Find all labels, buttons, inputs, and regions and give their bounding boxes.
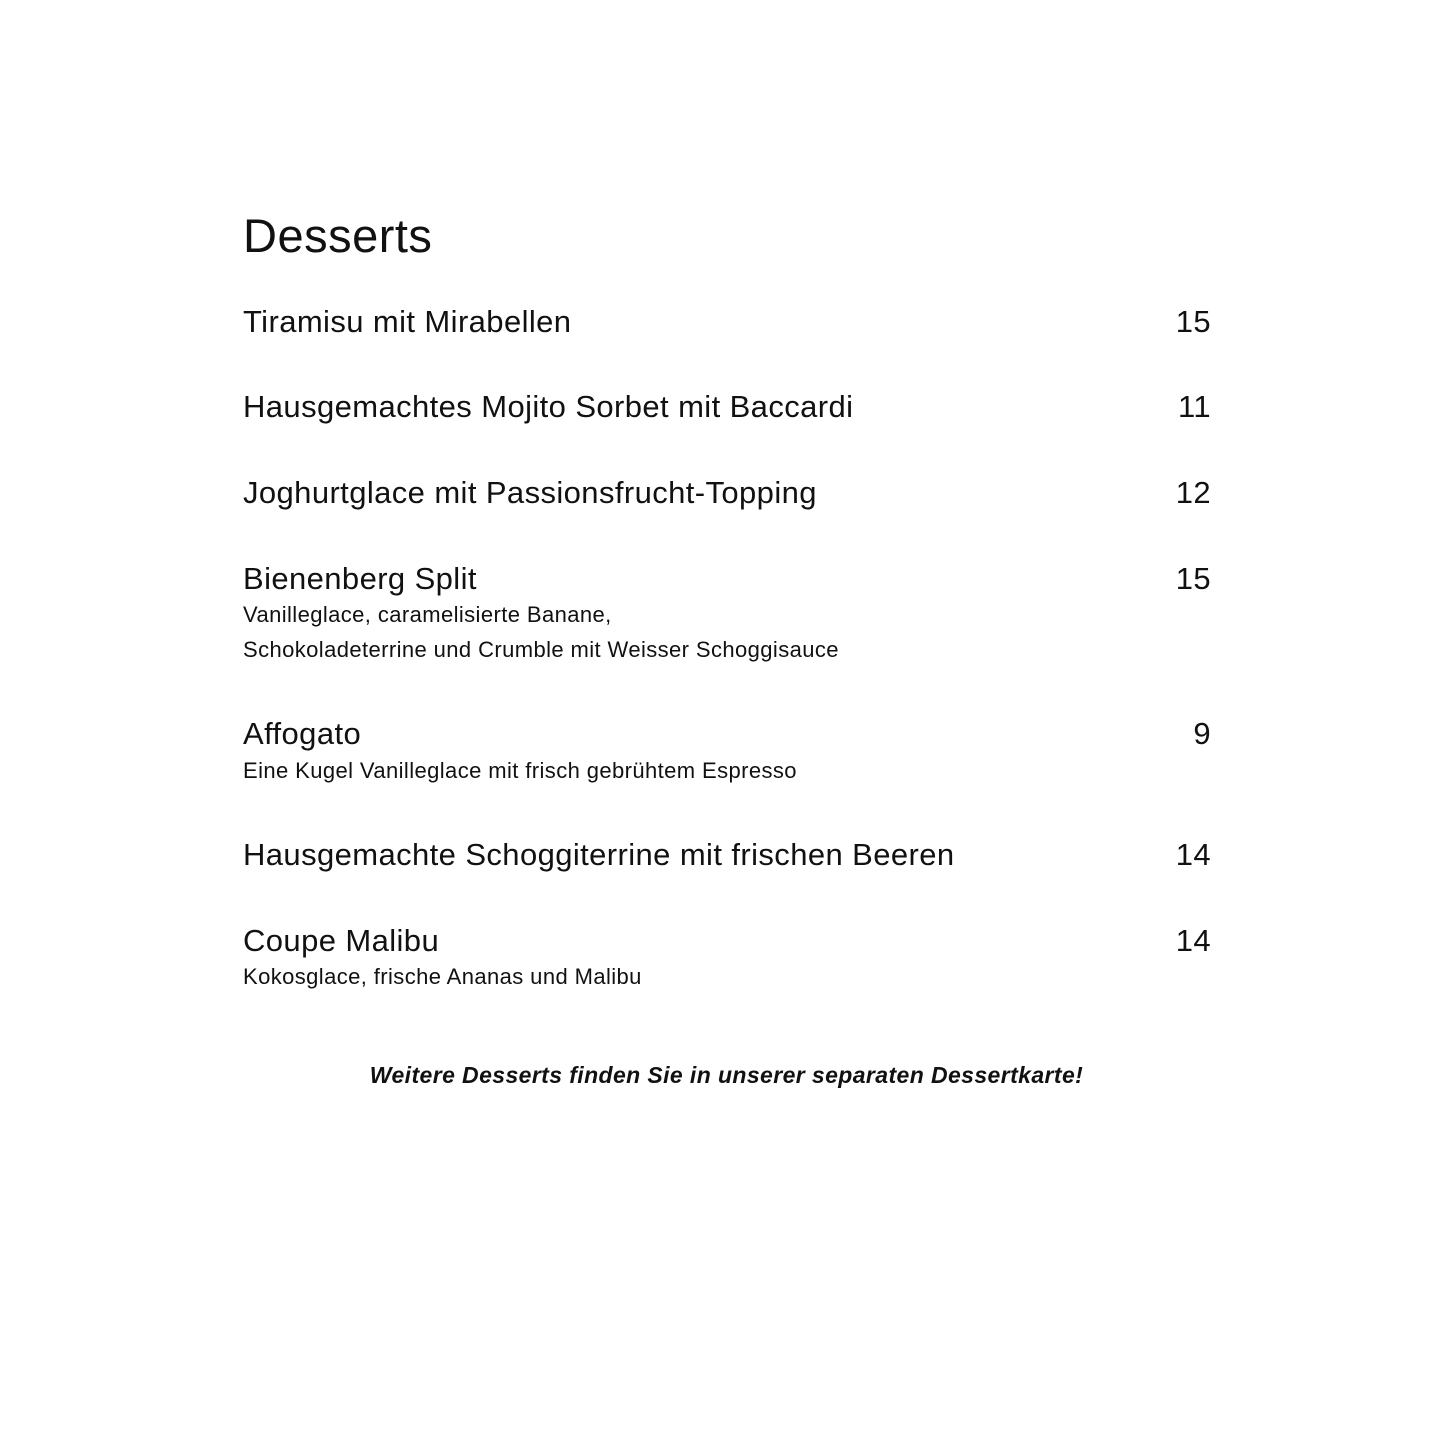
footer-note: Weitere Desserts finden Sie in unserer separaten Dessertkarte! — [369, 1062, 1084, 1088]
menu-item-name: Tiramisu mit Mirabellen — [243, 303, 572, 339]
menu-item-row — [243, 304, 1211, 340]
menu-item — [243, 716, 1211, 787]
menu-title: Desserts — [243, 209, 433, 262]
menu-item-name: Affogato — [243, 716, 362, 752]
menu-item — [243, 475, 1211, 511]
menu-item-description-line: Eine Kugel Vanilleglace mit frisch gebrühtem Espresso — [243, 757, 797, 783]
menu-item-name: Coupe Malibu — [243, 922, 440, 958]
menu-item — [243, 837, 1211, 873]
menu-item-name: Hausgemachtes Mojito Sorbet mit Baccardi — [243, 389, 854, 425]
menu-item-price: 14 — [1175, 836, 1211, 872]
menu-item — [243, 561, 1211, 667]
menu-item-price: 9 — [1193, 716, 1211, 752]
menu-item-description-line: Kokosglace, frische Ananas und Malibu — [243, 964, 642, 990]
menu-item — [243, 923, 1211, 994]
menu-item-row — [243, 561, 1211, 597]
menu-item-name: Bienenberg Split — [243, 560, 477, 596]
menu-item-price: 12 — [1175, 474, 1211, 510]
menu-item-row — [243, 837, 1211, 873]
menu-item-price: 15 — [1175, 303, 1211, 339]
menu-item-name: Hausgemachte Schoggiterrine mit frischen Beeren — [243, 836, 955, 872]
menu-item-row — [243, 923, 1211, 959]
menu-item-row — [243, 716, 1211, 752]
dessert-menu — [243, 210, 1211, 1043]
menu-item-price: 15 — [1175, 560, 1211, 596]
menu-item-description-line: Schokoladeterrine und Crumble mit Weisser Schoggisauce — [243, 637, 839, 663]
menu-item-row — [243, 475, 1211, 511]
menu-item-price: 14 — [1175, 922, 1211, 958]
menu-item — [243, 389, 1211, 425]
menu-item — [243, 304, 1211, 340]
menu-item-name: Joghurtglace mit Passionsfrucht-Topping — [243, 474, 817, 510]
menu-item-price: 11 — [1178, 389, 1211, 425]
menu-item-row — [243, 389, 1211, 425]
menu-item-description-line: Vanilleglace, caramelisierte Banane, — [243, 602, 612, 628]
